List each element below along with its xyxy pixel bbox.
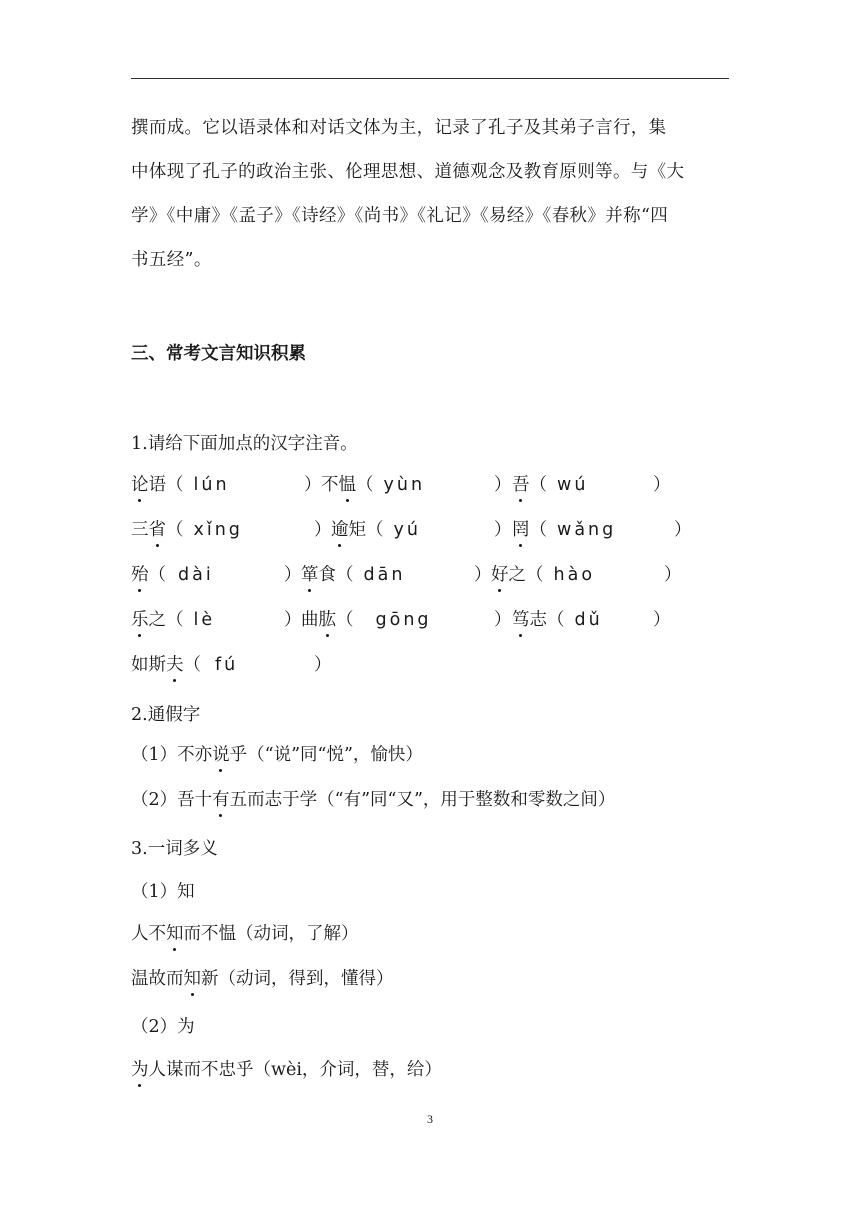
pinyin-answer: yú	[393, 520, 421, 540]
dotted-char: 知	[183, 969, 201, 989]
pinyin-item: 逾矩（ yú	[331, 520, 421, 540]
close-paren: ）	[314, 655, 332, 675]
dotted-char: 乐	[131, 610, 149, 630]
pinyin-answer: dài	[178, 565, 214, 585]
pinyin-item: 箪食（ dān	[301, 565, 406, 585]
close-paren: ）	[474, 565, 492, 585]
pinyin-item: 论语（ lún	[131, 475, 230, 495]
pinyin-answer: gōng	[375, 610, 432, 630]
question-2-title: 2.通假字	[131, 705, 201, 725]
dotted-char: 知	[166, 924, 184, 944]
dotted-char: 殆	[131, 565, 149, 585]
close-paren: ）	[494, 520, 512, 540]
close-paren: ）	[653, 610, 671, 630]
close-paren: ）	[494, 475, 512, 495]
pinyin-item: 好之（ hào	[491, 565, 596, 585]
pinyin-item: 罔（ wǎng	[512, 520, 617, 540]
example-line: 温故而知新（动词，得到，懂得）	[131, 969, 394, 989]
close-paren: ）	[653, 475, 671, 495]
pinyin-answer: hào	[553, 565, 596, 585]
example-line: 为人谋而不忠乎（wèi，介词，替，给）	[131, 1060, 442, 1080]
tongjia-item-2: （2）吾十有五而志于学（“有”同“又”，用于整数和零数之间）	[131, 790, 616, 810]
pinyin-answer: lún	[193, 475, 230, 495]
dotted-char: 夫	[166, 655, 184, 675]
dotted-char: 好	[491, 565, 509, 585]
pinyin-item: 吾（ wú	[512, 475, 589, 495]
subheading-wei: （2）为	[131, 1017, 195, 1037]
close-paren: ）	[674, 520, 692, 540]
intro-line: 书五经”。	[131, 250, 212, 270]
tongjia-item-1: （1）不亦说乎（“说”同“悦”，愉快）	[131, 745, 423, 765]
dotted-char: 为	[131, 1060, 149, 1080]
close-paren: ）	[284, 565, 302, 585]
intro-line: 撰而成。它以语录体和对话文体为主，记录了孔子及其弟子言行，集	[131, 118, 667, 138]
pinyin-item: 笃志（ dǔ	[512, 610, 603, 630]
pinyin-item: 三省（ xǐng	[131, 520, 243, 540]
header-rule	[131, 78, 729, 79]
dotted-char: 有	[212, 790, 230, 810]
intro-paragraph	[131, 116, 731, 292]
pinyin-answer: xǐng	[193, 520, 243, 540]
section-heading: 三、常考文言知识积累	[131, 344, 306, 364]
dotted-char: 论	[131, 475, 149, 495]
question-1-title: 1.请给下面加点的汉字注音。	[131, 434, 358, 454]
close-paren: ）	[284, 610, 302, 630]
dotted-char: 箪	[301, 565, 319, 585]
pinyin-answer: dǔ	[574, 610, 603, 630]
dotted-char: 罔	[512, 520, 530, 540]
pinyin-answer: wú	[557, 475, 589, 495]
dotted-char: 愠	[338, 475, 356, 495]
pinyin-item: 不愠（ yùn	[321, 475, 426, 495]
close-paren: ）	[494, 610, 512, 630]
dotted-char: 逾	[331, 520, 349, 540]
pinyin-answer: lè	[193, 610, 216, 630]
pinyin-item: 如斯夫（ fú	[131, 655, 239, 675]
dotted-char: 笃	[512, 610, 530, 630]
pinyin-answer: wǎng	[557, 520, 617, 540]
pinyin-answer: dān	[363, 565, 406, 585]
dotted-char: 省	[148, 520, 166, 540]
example-line: 人不知而不愠（动词，了解）	[131, 924, 359, 944]
page-number: 3	[427, 1112, 433, 1126]
close-paren: ）	[314, 520, 332, 540]
dotted-char: 吾	[512, 475, 530, 495]
close-paren: ）	[304, 475, 322, 495]
subheading-zhi: （1）知	[131, 882, 195, 902]
question-3-title: 3.一词多义	[131, 839, 218, 859]
intro-line: 中体现了孔子的政治主张、伦理思想、道德观念及教育原则等。与《大	[131, 162, 685, 182]
pinyin-item: 曲肱（ gōng	[301, 610, 432, 630]
pinyin-answer: yùn	[383, 475, 426, 495]
pinyin-answer: fú	[215, 655, 239, 675]
close-paren: ）	[664, 565, 682, 585]
pinyin-item: 殆（ dài	[131, 565, 214, 585]
pinyin-item: 乐之（ lè	[131, 610, 216, 630]
intro-line: 学》《中庸》《孟子》《诗经》《尚书》《礼记》《易经》《春秋》并称“四	[131, 206, 669, 226]
dotted-char: 说	[212, 745, 230, 765]
dotted-char: 肱	[318, 610, 336, 630]
